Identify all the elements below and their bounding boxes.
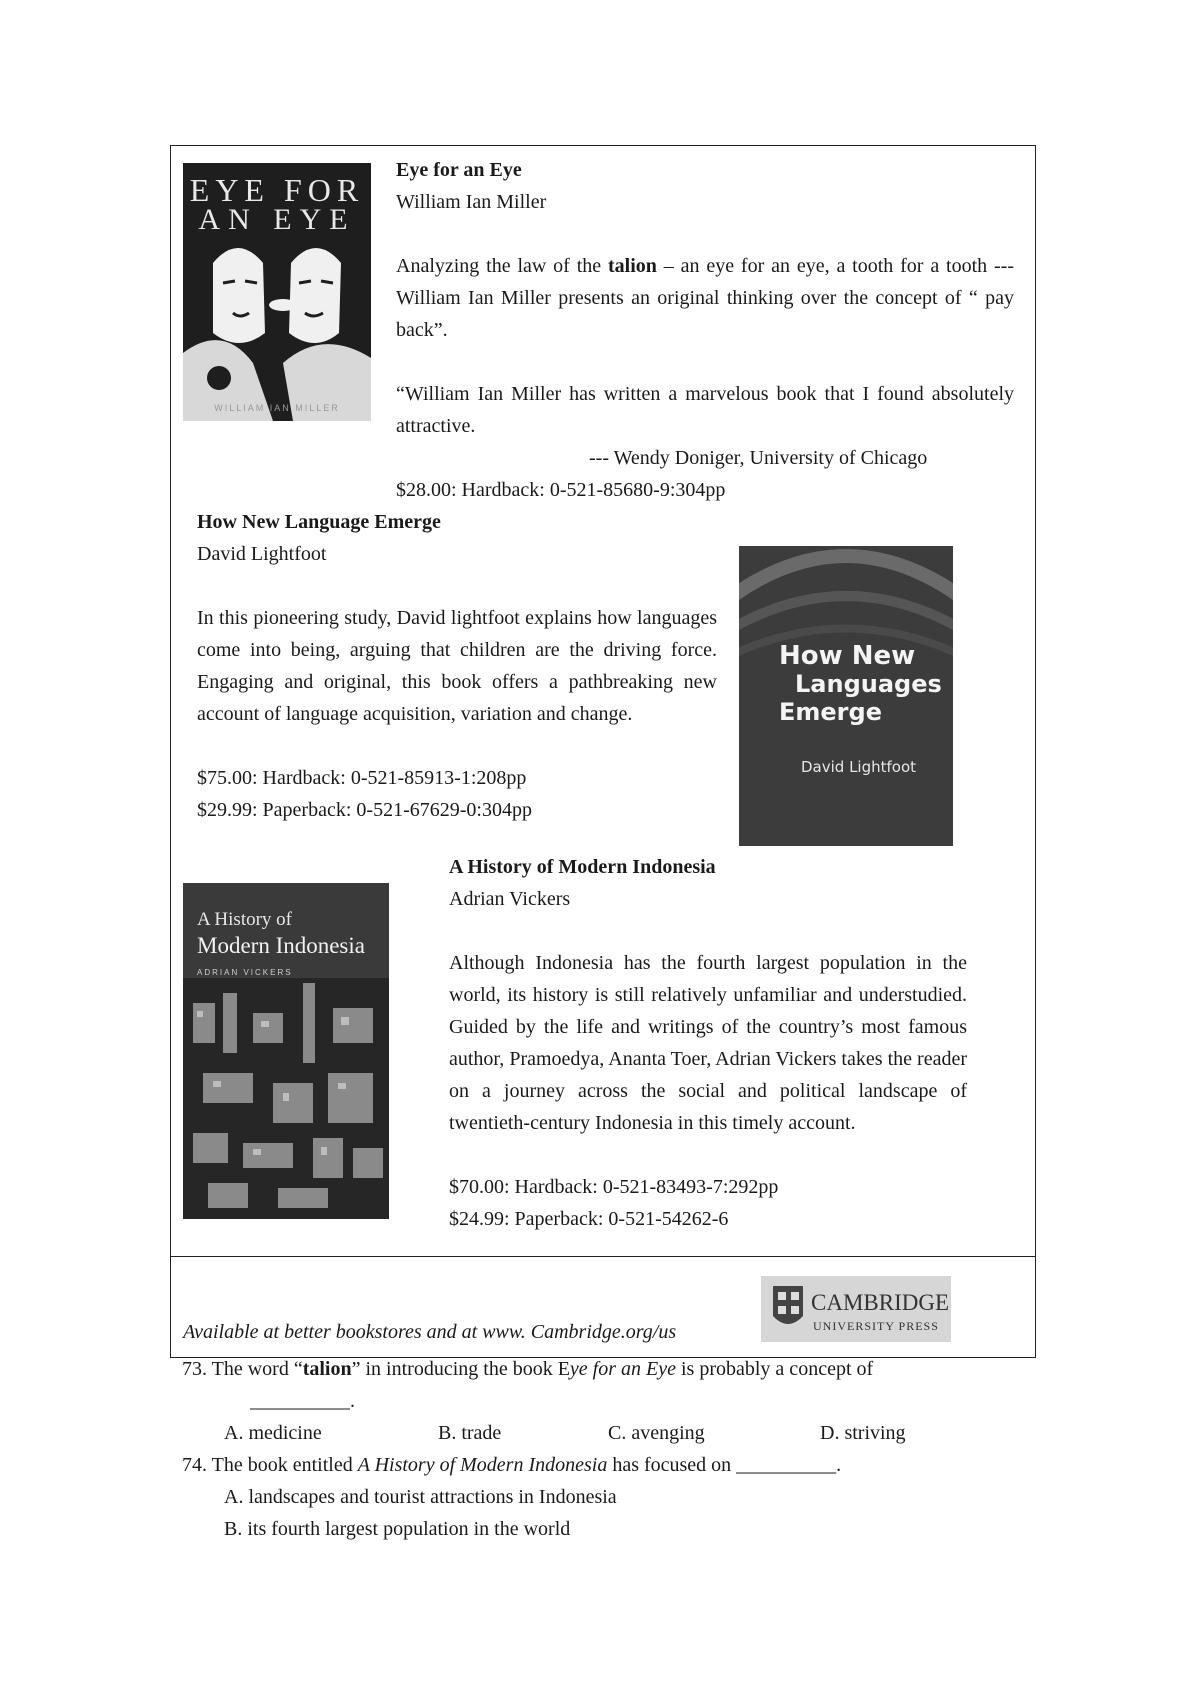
book-review-attribution: --- Wendy Doniger, University of Chicago <box>589 447 928 469</box>
book-title-how-new-language-emerge: How New Language Emerge <box>197 511 441 533</box>
book-price-paperback: $29.99: Paperback: 0-521-67629-0:304pp <box>197 799 532 821</box>
cambridge-shield-icon <box>761 1276 951 1342</box>
question-number: 74. <box>182 1454 207 1476</box>
question-stem: The word “ <box>207 1358 303 1380</box>
cover-title-line1: EYE FOR <box>189 172 365 208</box>
book-author-history-of-modern-indonesia: Adrian Vickers <box>449 888 571 910</box>
book-cover-history-of-modern-indonesia <box>183 883 389 1219</box>
book-author-how-new-language-emerge: David Lightfoot <box>197 543 327 565</box>
question-number: 73. <box>182 1358 207 1380</box>
book-cover-how-new-languages-emerge <box>739 546 953 846</box>
cover-illustration <box>183 163 371 421</box>
book-price-hardback: $75.00: Hardback: 0-521-85913-1:208pp <box>197 767 527 789</box>
book-author-eye-for-an-eye: William Ian Miller <box>396 191 547 213</box>
book-cover-eye-for-an-eye <box>183 163 371 421</box>
option-a[interactable]: A. landscapes and tourist attractions in Indonesia <box>224 1486 617 1508</box>
question-book-title: ye for an Eye <box>569 1358 676 1380</box>
question-book-title: A History of Modern Indonesia <box>357 1454 608 1476</box>
book-description-how-new-language-emerge: In this pioneering study, David lightfoot explains how languages come into being, arguing that children are the driving force. Engaging and original, this book offers a pathbreaking new account of language acquisition, variation and change. <box>197 607 717 725</box>
cover-illustration <box>183 883 389 1219</box>
book-review-quote: “William Ian Miller has written a marvelous book that I found absolutely attractive. <box>396 383 1014 437</box>
cover-title-line2: Modern Indonesia <box>197 933 365 958</box>
option-d[interactable]: D. striving <box>820 1422 906 1444</box>
cover-title-line1: A History of <box>197 909 292 930</box>
logo-line1: CAMBRIDGE <box>811 1290 950 1315</box>
cover-illustration <box>739 546 953 846</box>
cover-title-line1: How New <box>779 641 916 671</box>
desc-text: Analyzing the law of the <box>396 255 608 277</box>
desc-keyword: talion <box>607 255 657 277</box>
availability-note: Available at better bookstores and at www. Cambridge.org/us <box>183 1321 677 1343</box>
question-stem-mid: ” in introducing the book E <box>351 1358 570 1380</box>
book-price-hardback: $28.00: Hardback: 0-521-85680-9:304pp <box>396 479 726 501</box>
cover-title-line3: Emerge <box>779 698 882 726</box>
question-stem-end: is probably a concept of <box>676 1358 874 1380</box>
cover-author: David Lightfoot <box>801 758 917 776</box>
book-description-eye-for-an-eye <box>396 250 1014 346</box>
question-stem: The book entitled <box>207 1454 358 1476</box>
option-c[interactable]: C. avenging <box>608 1422 705 1444</box>
logo-line2: UNIVERSITY PRESS <box>813 1319 939 1333</box>
advertisement-box <box>170 145 1036 1358</box>
cover-title-line2: Languages <box>795 670 942 698</box>
question-73 <box>182 1353 873 1385</box>
question-stem-end: has focused on __________. <box>607 1454 842 1476</box>
question-74 <box>182 1449 841 1481</box>
question-73-blank: __________. <box>250 1390 355 1412</box>
footer-divider <box>171 1256 1035 1257</box>
book-description-history-of-modern-indonesia: Although Indonesia has the fourth largest population in the world, its history is still relatively unfamiliar and understudied. Guided by the life and writings of the country’s most famous author, Pramoedya, Ananta Toer, Adrian Vickers takes the reader on a journey across the social and political landscape of twentieth-century Indonesia in this timely account. <box>449 952 967 1134</box>
book-title-history-of-modern-indonesia: A History of Modern Indonesia <box>449 856 716 878</box>
book-title-eye-for-an-eye: Eye for an Eye <box>396 159 522 181</box>
option-b[interactable]: B. its fourth largest population in the world <box>224 1518 571 1540</box>
book-price-hardback: $70.00: Hardback: 0-521-83493-7:292pp <box>449 1176 779 1198</box>
option-a[interactable]: A. medicine <box>224 1422 322 1444</box>
option-b[interactable]: B. trade <box>438 1422 502 1444</box>
cover-author: ADRIAN VICKERS <box>197 968 293 977</box>
cover-title-line2: AN EYE <box>198 203 356 236</box>
cover-author: WILLIAM IAN MILLER <box>214 403 340 413</box>
desc-text-rest: – an eye for an eye, a tooth for a tooth --- William Ian Miller presents an original thinking over the concept of “ pay back”. <box>396 255 1014 341</box>
book-price-paperback: $24.99: Paperback: 0-521-54262-6 <box>449 1208 729 1230</box>
cambridge-logo <box>761 1276 951 1342</box>
question-keyword: talion <box>302 1358 352 1380</box>
